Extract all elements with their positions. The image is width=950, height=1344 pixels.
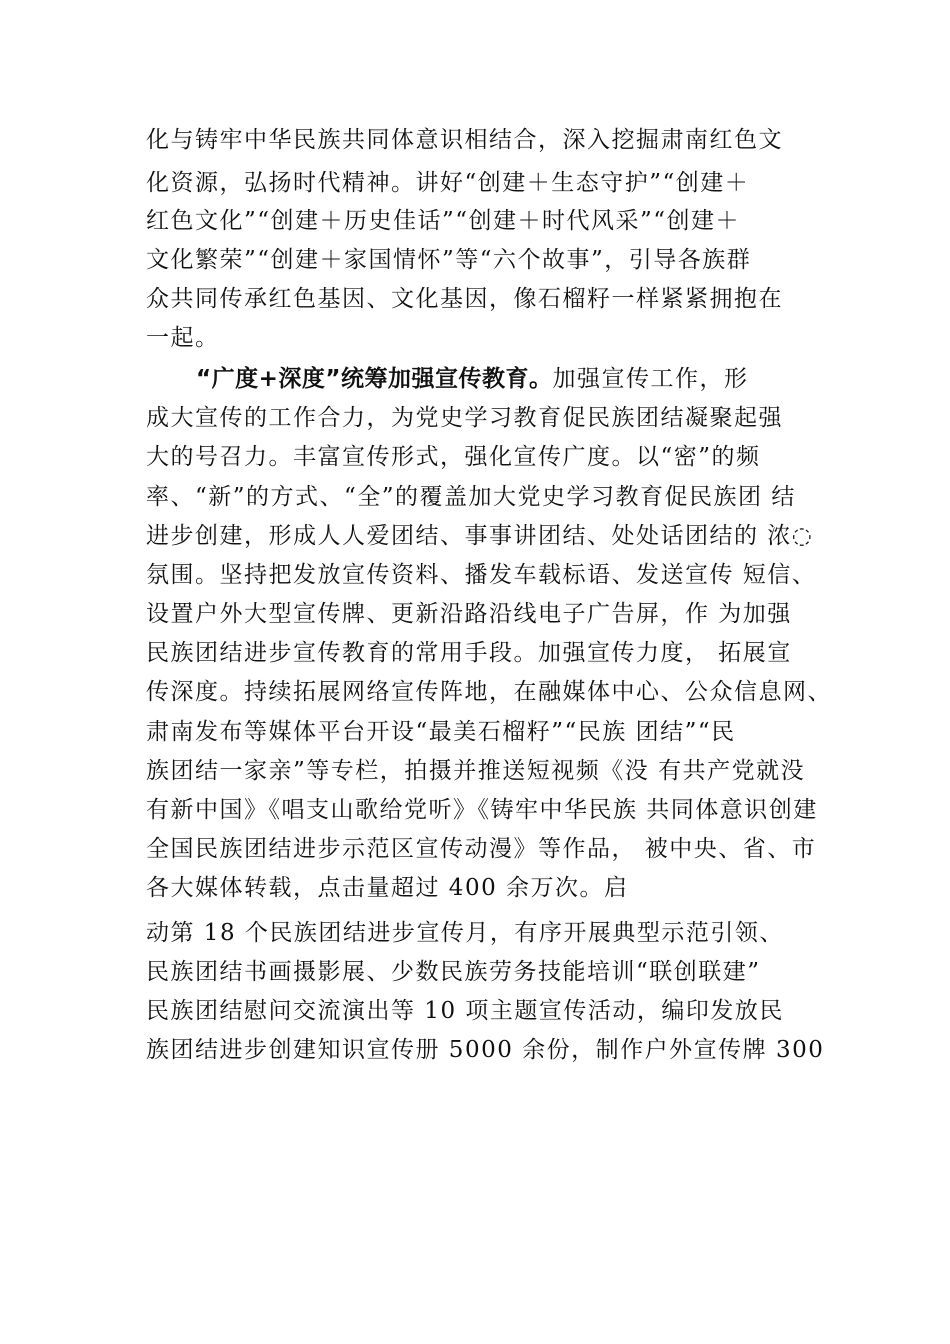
paragraph-2-line-10: 肃南发布等媒体平台开设“最美石榴籽”“民族 团结”“民 — [146, 719, 736, 745]
paragraph-1-line-2: 化资源，弘扬时代精神。讲好“创建＋生态守护”“创建＋ — [146, 170, 750, 196]
paragraph-2-line-6: 氛围。坚持把发放宣传资料、播发车载标语、发送宣传 短信、 — [146, 562, 817, 588]
paragraph-2-line-16: 民族团结书画摄影展、少数民族劳务技能培训“联创联建” — [146, 959, 761, 985]
paragraph-2-line-3: 大的号召力。丰富宣传形式，强化宣传广度。以“密”的频 — [146, 444, 761, 470]
paragraph-2-line-8: 民族团结进步宣传教育的常用手段。加强宣传力度， 拓展宣 — [146, 640, 792, 666]
paragraph-2-line-11: 族团结一家亲”等专栏，拍摄并推送短视频《没 有共产党就没 — [146, 758, 806, 784]
paragraph-2-first-line — [196, 364, 749, 394]
paragraph-2-first-line-rest: 加强宣传工作，形 — [552, 366, 749, 392]
paragraph-1-line-3: 红色文化”“创建＋历史佳话”“创建＋时代风采”“创建＋ — [146, 208, 741, 234]
paragraph-2-line-5: 进步创建，形成人人爱团结、事事讲团结、处处话团结的 浓◌ — [146, 523, 814, 549]
paragraph-1-line-6: 一起。 — [146, 325, 220, 351]
paragraph-2-line-2: 成大宣传的工作合力，为党史学习教育促民族团结凝聚起强 — [146, 405, 783, 431]
section-heading: “广度+深度”统筹加强宣传教育。 — [196, 366, 553, 392]
paragraph-2-line-13: 全国民族团结进步示范区宣传动漫》等作品， 被中央、省、市 — [146, 836, 817, 862]
paragraph-2-line-4: 率、“新”的方式、“全”的覆盖加大党史学习教育促民族团 结 — [146, 484, 796, 510]
paragraph-2-line-14: 各大媒体转载，点击量超过 400 余万次。启 — [146, 875, 629, 901]
paragraph-1-line-1: 化与铸牢中华民族共同体意识相结合，深入挖掘肃南红色文 — [146, 127, 783, 153]
paragraph-2-line-12: 有新中国》《唱支山歌给党听》《铸牢中华民族 共同体意识创建 — [146, 797, 818, 823]
paragraph-1-line-4: 文化繁荣”“创建＋家国情怀”等“六个故事”，引导各族群 — [146, 247, 752, 273]
paragraph-2-line-9: 传深度。持续拓展网络宣传阵地，在融媒体中心、公众信息网、 — [146, 679, 832, 705]
paragraph-2-line-17: 民族团结慰问交流演出等 10 项主题宣传活动，编印发放民 — [146, 998, 784, 1024]
paragraph-1-line-5: 众共同传承红色基因、文化基因，像石榴籽一样紧紧拥抱在 — [146, 286, 783, 312]
paragraph-2-line-18: 族团结进步创建知识宣传册 5000 余份，制作户外宣传牌 300 — [146, 1037, 825, 1063]
paragraph-2-line-15: 动第 18 个民族团结进步宣传月，有序开展典型示范引领、 — [146, 920, 784, 946]
paragraph-2-line-7: 设置户外大型宣传牌、更新沿路沿线电子广告屏，作 为加强 — [146, 601, 792, 627]
